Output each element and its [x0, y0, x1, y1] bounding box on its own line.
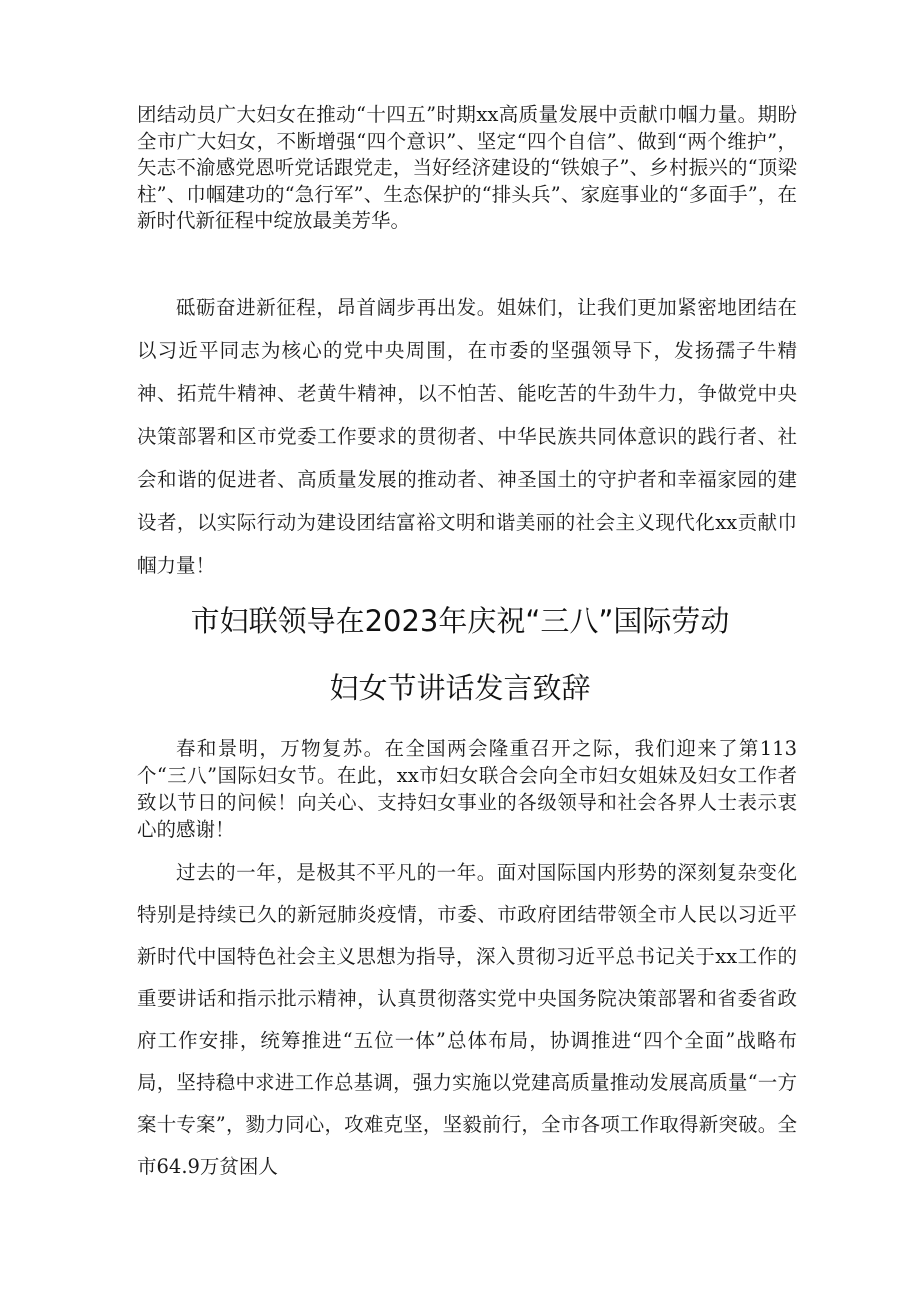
body-paragraph: 春和景明，万物复苏。在全国两会隆重召开之际，我们迎来了第113个“三八”国际妇女节。在此，xx市妇女联合会向全市妇女姐妹及妇女工作者致以节日的问候！向关心、支持妇女事业的各级领导和社会各界人士表示衷心的感谢！: [137, 737, 797, 841]
speech-title-line-1: 市妇联领导在2023年庆祝“三八”国际劳动: [190, 604, 730, 638]
body-paragraph: 团结动员广大妇女在推动“十四五”时期xx高质量发展中贡献巾帼力量。期盼全市广大妇女，不断增强“四个意识”、坚定“四个自信”、做到“两个维护”，矢志不渝感党恩听党话跟党走，当好经济建设的“铁娘子”、乡村振兴的“顶梁柱”、巾帼建功的“急行军”、生态保护的“排头兵”、家庭事业的“多面手”，在新时代新征程中绽放最美芳华。: [137, 103, 797, 232]
speech-title-line-2: 妇女节讲话发言致辞: [329, 671, 591, 705]
body-paragraph: 过去的一年，是极其不平凡的一年。面对国际国内形势的深刻复杂变化特别是持续已久的新冠肺炎疫情，市委、市政府团结带领全市人民以习近平新时代中国特色社会主义思想为指导，深入贯彻习近平总书记关于xx工作的重要讲话和指示批示精神，认真贯彻落实党中央国务院决策部署和省委省政府工作安排，统筹推进“五位一体”总体布局，协调推进“四个全面”战略布局，坚持稳中求进工作总基调，强力实施以党建高质量推动发展高质量“一方案十专案”，勠力同心，攻难克坚，坚毅前行，全市各项工作取得新突破。全市64.9万贫困人: [137, 861, 797, 1178]
body-paragraph: 砥砺奋进新征程，昂首阔步再出发。姐妹们，让我们更加紧密地团结在以习近平同志为核心的党中央周围，在市委的坚强领导下，发扬孺子牛精神、拓荒牛精神、老黄牛精神，以不怕苦、能吃苦的牛劲牛力，争做党中央决策部署和区市党委工作要求的贯彻者、中华民族共同体意识的践行者、社会和谐的促进者、高质量发展的推动者、神圣国土的守护者和幸福家园的建设者，以实际行动为建设团结富裕文明和谐美丽的社会主义现代化xx贡献巾帼力量！: [137, 296, 797, 577]
